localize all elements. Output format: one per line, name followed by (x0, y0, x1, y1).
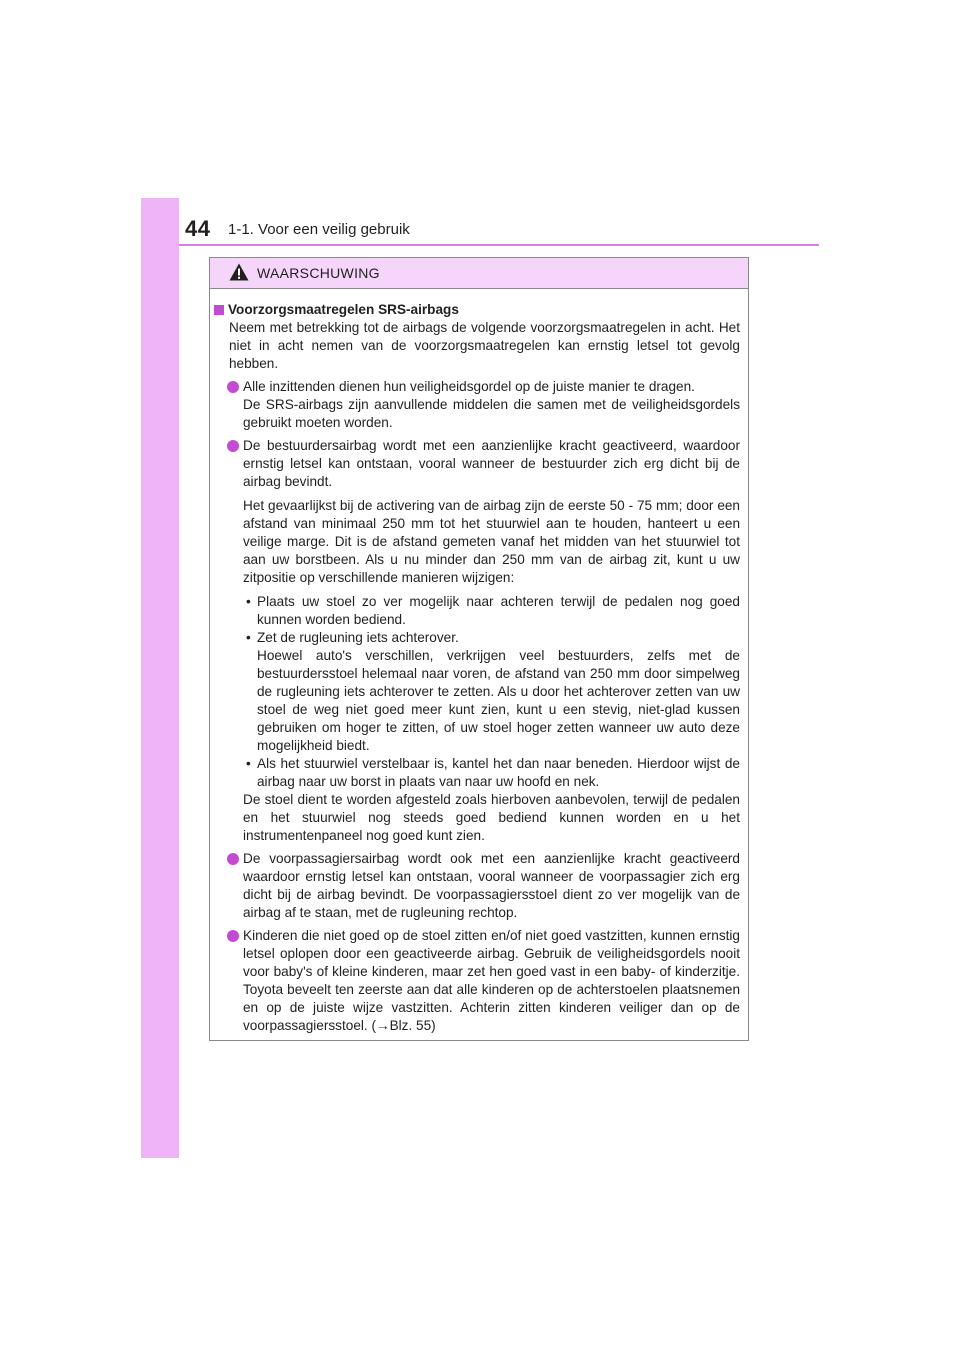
list-item (210, 593, 748, 629)
list-item (210, 755, 748, 791)
bullet-text: De bestuurdersairbag wordt met een aanzienlijke kracht geactiveerd, waardoor ernstig letsel kan ontstaan, vooral wanneer de bestuurder zich erg dicht bij de airbag bevindt. (243, 438, 740, 489)
square-bullet-icon (214, 305, 224, 315)
list-item (210, 629, 748, 647)
circle-bullet-icon (227, 853, 239, 865)
warning-content (210, 301, 748, 1035)
page-number: 44 (185, 216, 211, 241)
bullet-children (210, 927, 748, 1035)
warning-box (209, 257, 749, 1041)
list-item-text: Plaats uw stoel zo ver mogelijk naar achteren terwijl de pedalen nog goed kunnen worden bediend. (257, 594, 740, 627)
item-marker: • (246, 630, 251, 645)
bullet-passenger-airbag (210, 850, 748, 922)
list-item-detail: Hoewel auto's verschillen, verkrijgen veel bestuurders, zelfs met de bestuurdersstoel helemaal naar voren, de afstand van 250 mm door simpelweg de rugleuning iets achterover te zetten. Als u door het achterover zetten van uw stoel de weg niet goed meer kunt zien, kunt u een stevig, niet-glad kussen gebruiken om hoger te zitten, of uw stoel hoger zetten wanneer uw auto deze mogelijkheid biedt. (257, 648, 740, 753)
circle-bullet-icon (227, 440, 239, 452)
warning-header (210, 258, 748, 289)
bullet-text: Alle inzittenden dienen hun veiligheidsgordel op de juiste manier te dragen. (243, 379, 695, 394)
warning-heading (210, 301, 740, 319)
section-title: 1-1. Voor een veilig gebruik (228, 221, 410, 238)
bullet-seatbelt-detail: De SRS-airbags zijn aanvullende middelen die samen met de veiligheidsgordels gebruikt moeten worden. (243, 397, 740, 430)
warning-triangle-icon (229, 263, 249, 281)
bullet-text: Kinderen die niet goed op de stoel zitten en/of niet goed vastzitten, kunnen ernstig letsel oplopen door een geactiveerde airbag. Gebruik de veiligheidsgordels nooit voor baby's of kleine kinderen, maar zet hen goed vast in een baby- of kinderzitje. Toyota beveelt ten zeerste aan dat alle kinderen op de achterstoelen plaatsnemen en op de juiste wijze vastzitten. Achterin zitten kinderen veiliger dan op de voorpassagiersstoel. (→Blz. 55) (243, 928, 740, 1033)
warning-heading-text: Voorzorgsmaatregelen SRS-airbags (228, 302, 459, 317)
header-rule (179, 244, 819, 246)
bullet-driver-airbag-detail: Het gevaarlijkst bij de activering van de airbag zijn de eerste 50 - 75 mm; door een afstand van minimaal 250 mm tot het stuurwiel aan te houden, hanteert u een veilige marge. Dit is de afstand gemeten vanaf het midden van het stuurwiel tot aan uw borstbeen. Als u nu minder dan 250 mm van de airbag zit, kunt u uw zitpositie op verschillende manieren wijzigen: (243, 498, 740, 585)
item-marker: • (246, 594, 251, 609)
bullet-driver-airbag-closing: De stoel dient te worden afgesteld zoals hierboven aanbevolen, terwijl de pedalen en het stuurwiel nog steeds goed bediend kunnen worden en u het instrumentenpaneel nog goed kunt zien. (243, 792, 740, 843)
bullet-seatbelt (210, 378, 748, 396)
chapter-tab-sidebar (141, 198, 179, 1158)
bullet-text: De voorpassagiersairbag wordt ook met een aanzienlijke kracht geactiveerd waardoor ernstig letsel kan ontstaan, vooral wanneer de voorpassagier zich erg dicht bij de airbag bevindt. De voorpassagiersstoel dient zo ver mogelijk van de airbag af te staan, met de rugleuning rechtop. (243, 851, 740, 920)
circle-bullet-icon (227, 381, 239, 393)
list-item-text: Zet de rugleuning iets achterover. (257, 630, 459, 645)
bullet-driver-airbag (210, 437, 748, 491)
warning-intro: Neem met betrekking tot de airbags de volgende voorzorgsmaatregelen in acht. Het niet in acht nemen van de voorzorgsmaatregelen kan ernstig letsel tot gevolg hebben. (229, 320, 740, 371)
list-item-text: Als het stuurwiel verstelbaar is, kantel het dan naar beneden. Hierdoor wijst de airbag naar uw borst in plaats van naar uw hoofd en nek. (257, 756, 740, 789)
item-marker: • (246, 756, 251, 771)
warning-label: WAARSCHUWING (257, 265, 380, 281)
circle-bullet-icon (227, 930, 239, 942)
